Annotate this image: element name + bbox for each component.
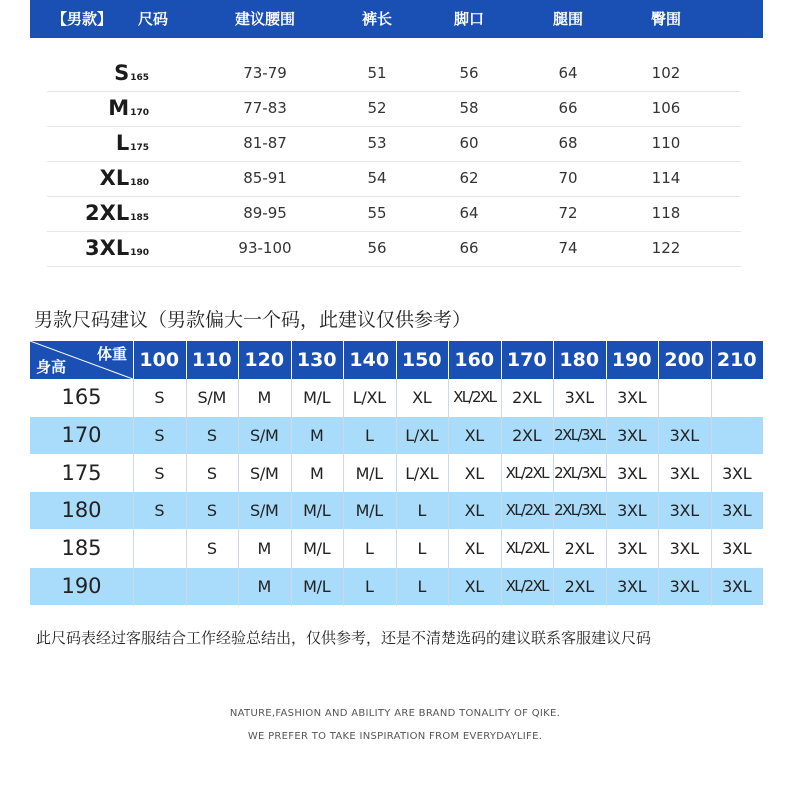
- column-divider: [291, 379, 292, 606]
- size-recommendation-cell: 3XL: [564, 388, 594, 407]
- size-label: 3XL190: [85, 236, 149, 260]
- size-recommendation-cell: 3XL: [617, 577, 647, 596]
- length-cell: 52: [367, 99, 387, 117]
- size-recommendation-cell: 2XL: [512, 388, 542, 407]
- column-divider: [711, 379, 712, 606]
- thigh-cell: 70: [558, 169, 578, 187]
- header-hem: 脚口: [453, 10, 485, 28]
- hem-cell: 56: [459, 64, 479, 82]
- header-waist: 建议腰围: [234, 10, 296, 28]
- size-recommendation-cell: XL: [464, 425, 484, 445]
- header-column-divider: [711, 341, 712, 379]
- size-recommendation-cell: 3XL: [669, 425, 699, 445]
- table-row: [30, 379, 763, 416]
- size-recommendation-cell: S: [206, 463, 217, 483]
- size-recommendation-cell: 3XL: [722, 577, 752, 596]
- header-column-divider: [501, 341, 502, 379]
- table-row: [30, 455, 763, 492]
- recommendation-grid: [30, 341, 763, 606]
- table-row: [47, 161, 741, 197]
- size-recommendation-cell: [711, 417, 764, 454]
- height-cell: 165: [61, 385, 102, 409]
- hem-cell: 66: [459, 239, 479, 257]
- size-recommendation-cell: 3XL: [669, 577, 699, 596]
- size-recommendation-cell: S/M: [197, 388, 226, 407]
- column-divider: [501, 379, 502, 606]
- table-row: [47, 91, 741, 127]
- header-column-divider: [606, 341, 607, 379]
- footer-slogan-2: WE PREFER TO TAKE INSPIRATION FROM EVERYDAYLIFE.: [247, 731, 543, 742]
- size-label: S165: [114, 61, 149, 85]
- size-recommendation-cell: XL/2XL: [453, 388, 496, 406]
- thigh-cell: 68: [558, 134, 578, 152]
- column-divider: [343, 379, 344, 606]
- column-divider: [448, 379, 449, 606]
- size-recommendation-cell: 3XL: [617, 539, 647, 559]
- size-recommendation-cell: L: [364, 425, 374, 445]
- header-column-divider: [291, 341, 292, 379]
- header-gender: 【男款】: [51, 10, 113, 28]
- size-recommendation-cell: XL/2XL: [505, 501, 548, 520]
- length-cell: 54: [367, 169, 387, 187]
- weight-header: 130: [296, 349, 337, 371]
- height-cell: 175: [61, 460, 102, 485]
- size-recommendation-cell: [186, 568, 239, 605]
- size-recommendation-cell: L: [364, 539, 374, 559]
- size-recommendation-cell: 2XL/3XL: [554, 463, 605, 482]
- size-recommendation-cell: L: [417, 539, 427, 559]
- size-recommendation-cell: 3XL: [722, 463, 752, 483]
- thigh-cell: 66: [558, 99, 578, 117]
- header-column-divider: [553, 341, 554, 379]
- weight-header: 180: [559, 349, 600, 371]
- waist-cell: 85-91: [243, 169, 287, 187]
- header-size: 尺码: [137, 10, 169, 28]
- weight-header: 160: [454, 349, 495, 371]
- height-cell: 185: [61, 536, 102, 561]
- height-cell: 180: [61, 498, 102, 523]
- size-label: XL180: [99, 166, 149, 190]
- size-recommendation-cell: M/L: [355, 463, 383, 483]
- size-label: 2XL185: [85, 201, 149, 225]
- column-divider: [606, 379, 607, 606]
- size-recommendation-cell: XL/2XL: [505, 577, 548, 595]
- size-recommendation-cell: XL/2XL: [505, 539, 548, 558]
- table-row: [30, 530, 763, 567]
- table-row: [47, 56, 741, 92]
- header-thigh: 腿围: [552, 10, 584, 28]
- size-recommendation-cell: M: [309, 425, 324, 445]
- size-recommendation-cell: 3XL: [617, 425, 647, 445]
- header-column-divider: [396, 341, 397, 379]
- weight-header: 110: [191, 349, 232, 371]
- hip-cell: 110: [651, 134, 681, 152]
- hem-cell: 58: [459, 99, 479, 117]
- size-recommendation-cell: L/XL: [405, 463, 439, 483]
- weight-header: 190: [611, 349, 652, 371]
- size-recommendation-cell: S: [154, 388, 165, 407]
- size-recommendation-cell: L: [417, 501, 427, 521]
- footer-slogan-1: NATURE,FASHION AND ABILITY ARE BRAND TONALITY OF QIKE.: [229, 708, 561, 719]
- hem-cell: 62: [459, 169, 479, 187]
- size-note: 此尺码表经过客服结合工作经验总结出，仅供参考，还是不清楚选码的建议联系客服建议尺码: [36, 629, 652, 647]
- size-recommendation-cell: M/L: [303, 577, 331, 596]
- size-recommendation-cell: 3XL: [617, 463, 647, 483]
- size-recommendation-cell: S/M: [250, 425, 279, 445]
- table-row: [47, 196, 741, 232]
- weight-header: 150: [401, 349, 442, 371]
- size-recommendation-cell: 2XL/3XL: [554, 501, 605, 520]
- size-recommendation-cell: S: [154, 501, 165, 521]
- size-label: M170: [108, 96, 149, 120]
- weight-header: 120: [244, 349, 285, 371]
- thigh-cell: 64: [558, 64, 578, 82]
- grid-header: [30, 341, 763, 379]
- size-recommendation-cell: 2XL/3XL: [554, 425, 605, 444]
- column-divider: [658, 379, 659, 606]
- size-recommendation-cell: XL: [412, 388, 432, 407]
- size-recommendation-cell: M/L: [303, 539, 331, 559]
- size-recommendation-cell: 3XL: [722, 539, 752, 559]
- size-recommendation-cell: S: [206, 425, 217, 445]
- length-cell: 51: [367, 64, 387, 82]
- size-recommendation-cell: XL: [464, 501, 484, 521]
- recommendation-title: 男款尺码建议（男款偏大一个码，此建议仅供参考）: [34, 309, 472, 331]
- corner-height-label: 身高: [36, 358, 67, 376]
- corner-weight-label: 体重: [96, 345, 127, 363]
- header-column-divider: [186, 341, 187, 379]
- column-divider: [186, 379, 187, 606]
- size-recommendation-cell: M: [309, 463, 324, 483]
- size-recommendation-cell: 3XL: [722, 501, 752, 521]
- size-recommendation-cell: [133, 568, 186, 605]
- thigh-cell: 72: [558, 204, 578, 222]
- table-row: [47, 126, 741, 162]
- hip-cell: 114: [651, 169, 681, 187]
- size-recommendation-cell: 3XL: [669, 539, 699, 559]
- size-recommendation-cell: XL: [464, 577, 484, 596]
- hip-cell: 118: [651, 204, 681, 222]
- header-length: 裤长: [361, 10, 393, 28]
- waist-cell: 81-87: [243, 134, 287, 152]
- size-label: L175: [115, 131, 149, 155]
- table-row: [30, 568, 763, 605]
- size-recommendation-cell: S/M: [250, 501, 279, 521]
- size-recommendation-cell: M/L: [355, 501, 383, 521]
- size-recommendation-cell: XL: [464, 539, 484, 559]
- size-recommendation-cell: 3XL: [669, 463, 699, 483]
- length-cell: 53: [367, 134, 387, 152]
- size-recommendation-cell: S: [154, 425, 165, 445]
- hip-cell: 122: [651, 239, 681, 257]
- weight-header: 210: [716, 349, 757, 371]
- size-recommendation-cell: 2XL: [512, 425, 542, 445]
- size-recommendation-cell: 3XL: [617, 388, 647, 407]
- length-cell: 55: [367, 204, 387, 222]
- size-recommendation-cell: M: [257, 539, 271, 559]
- column-divider: [133, 379, 134, 606]
- size-recommendation-cell: M: [257, 388, 271, 407]
- waist-cell: 89-95: [243, 204, 287, 222]
- size-recommendation-cell: S: [206, 539, 217, 559]
- size-table-header: [30, 0, 763, 38]
- header-hip: 臀围: [650, 10, 682, 28]
- size-recommendation-cell: L: [364, 577, 374, 596]
- weight-header: 200: [664, 349, 705, 371]
- size-recommendation-cell: [711, 379, 764, 416]
- size-recommendation-cell: 2XL: [564, 539, 594, 559]
- header-column-divider: [658, 341, 659, 379]
- thigh-cell: 74: [558, 239, 578, 257]
- weight-header: 170: [506, 349, 547, 371]
- column-divider: [553, 379, 554, 606]
- column-divider: [396, 379, 397, 606]
- table-row: [30, 417, 763, 454]
- length-cell: 56: [367, 239, 387, 257]
- weight-header: 140: [349, 349, 390, 371]
- size-recommendation-cell: 3XL: [617, 501, 647, 521]
- size-recommendation-cell: S/M: [250, 463, 279, 483]
- size-recommendation-cell: 2XL: [564, 577, 594, 596]
- waist-cell: 73-79: [243, 64, 287, 82]
- size-recommendation-cell: L: [417, 577, 427, 596]
- size-recommendation-cell: L/XL: [352, 388, 386, 407]
- waist-cell: 77-83: [243, 99, 287, 117]
- size-recommendation-cell: M/L: [303, 501, 331, 521]
- height-cell: 170: [61, 422, 102, 447]
- table-row: [30, 492, 763, 529]
- hem-cell: 64: [459, 204, 479, 222]
- size-recommendation-cell: L/XL: [405, 425, 439, 445]
- weight-header: 100: [139, 349, 180, 371]
- waist-cell: 93-100: [238, 239, 292, 257]
- hip-cell: 106: [651, 99, 681, 117]
- header-column-divider: [448, 341, 449, 379]
- size-recommendation-cell: 3XL: [669, 501, 699, 521]
- height-cell: 190: [61, 574, 102, 598]
- size-recommendation-cell: [658, 379, 711, 416]
- size-recommendation-cell: S: [206, 501, 217, 521]
- column-divider: [238, 379, 239, 606]
- size-recommendation-cell: XL/2XL: [505, 463, 548, 482]
- header-column-divider: [133, 341, 134, 379]
- hem-cell: 60: [459, 134, 479, 152]
- hip-cell: 102: [651, 64, 681, 82]
- grid-corner: [30, 341, 133, 379]
- size-recommendation-cell: M: [257, 577, 271, 596]
- table-row: [47, 231, 741, 267]
- header-column-divider: [343, 341, 344, 379]
- header-column-divider: [238, 341, 239, 379]
- size-recommendation-cell: S: [154, 463, 165, 483]
- size-recommendation-cell: [133, 530, 186, 567]
- size-recommendation-cell: XL: [464, 463, 484, 483]
- size-recommendation-cell: M/L: [303, 388, 331, 407]
